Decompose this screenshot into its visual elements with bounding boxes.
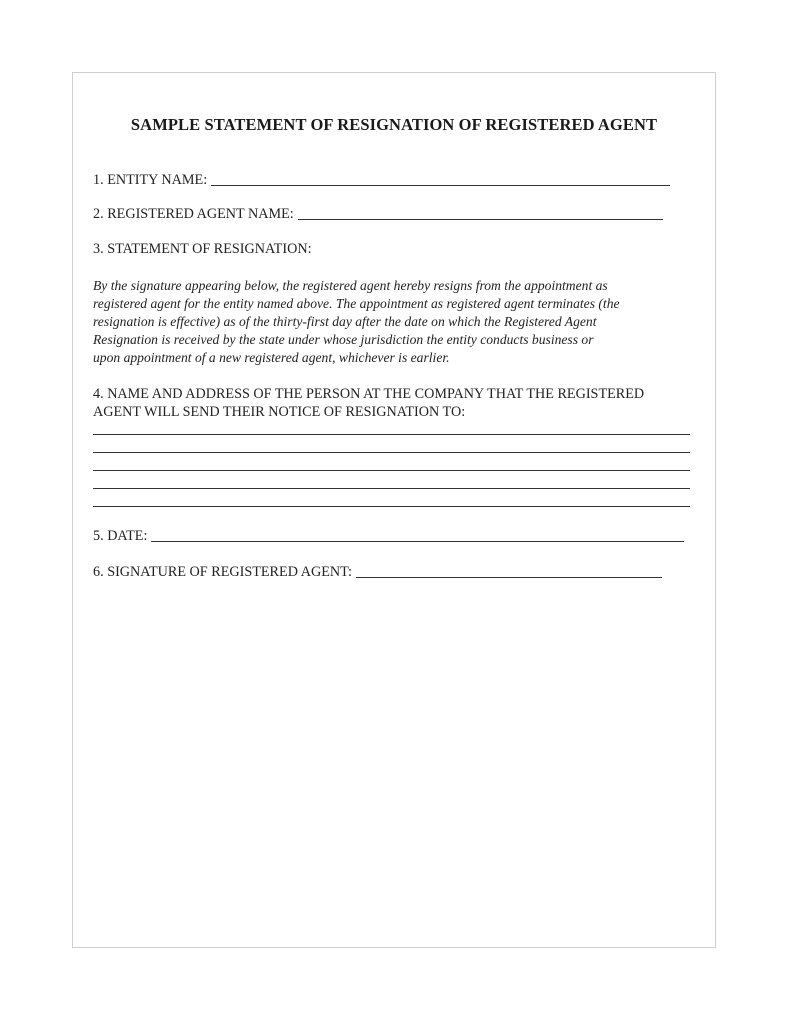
address-line-2[interactable] (93, 452, 690, 453)
statement-line: upon appointment of a new registered agent, whichever is earlier. (93, 350, 450, 365)
statement-line: resignation is effective) as of the thirty-first day after the date on which the Registered Agent (93, 314, 597, 329)
statement-line: By the signature appearing below, the registered agent hereby resigns from the appointment as (93, 278, 608, 293)
statement-line: Resignation is received by the state under whose jurisdiction the entity conducts business or (93, 332, 594, 347)
date-row (93, 528, 684, 545)
document-title: SAMPLE STATEMENT OF RESIGNATION OF REGISTERED AGENT (130, 115, 658, 134)
address-line-3[interactable] (93, 470, 690, 471)
address-line-5[interactable] (93, 506, 690, 507)
entity-name-row (93, 172, 670, 189)
signature-label: 6. SIGNATURE OF REGISTERED AGENT: (93, 564, 353, 580)
agent-name-label: 2. REGISTERED AGENT NAME: (93, 206, 294, 222)
entity-name-field[interactable] (211, 185, 670, 186)
statement-line: registered agent for the entity named above. The appointment as registered agent terminates (the (93, 296, 620, 311)
agent-name-row (93, 206, 663, 223)
address-line-4[interactable] (93, 488, 690, 489)
statement-paragraph (93, 277, 693, 367)
date-field[interactable] (151, 541, 684, 542)
address-line-1[interactable] (93, 434, 690, 435)
signature-row (93, 564, 662, 581)
notice-heading-line: AGENT WILL SEND THEIR NOTICE OF RESIGNATION TO: (93, 404, 466, 420)
document-page (72, 72, 716, 948)
date-label: 5. DATE: (93, 528, 148, 544)
agent-name-field[interactable] (298, 219, 663, 220)
notice-heading-line: 4. NAME AND ADDRESS OF THE PERSON AT THE COMPANY THAT THE REGISTERED (93, 386, 645, 402)
notice-heading (93, 385, 644, 421)
entity-name-label: 1. ENTITY NAME: (93, 172, 208, 188)
statement-heading: 3. STATEMENT OF RESIGNATION: (93, 241, 312, 257)
signature-field[interactable] (356, 577, 662, 578)
